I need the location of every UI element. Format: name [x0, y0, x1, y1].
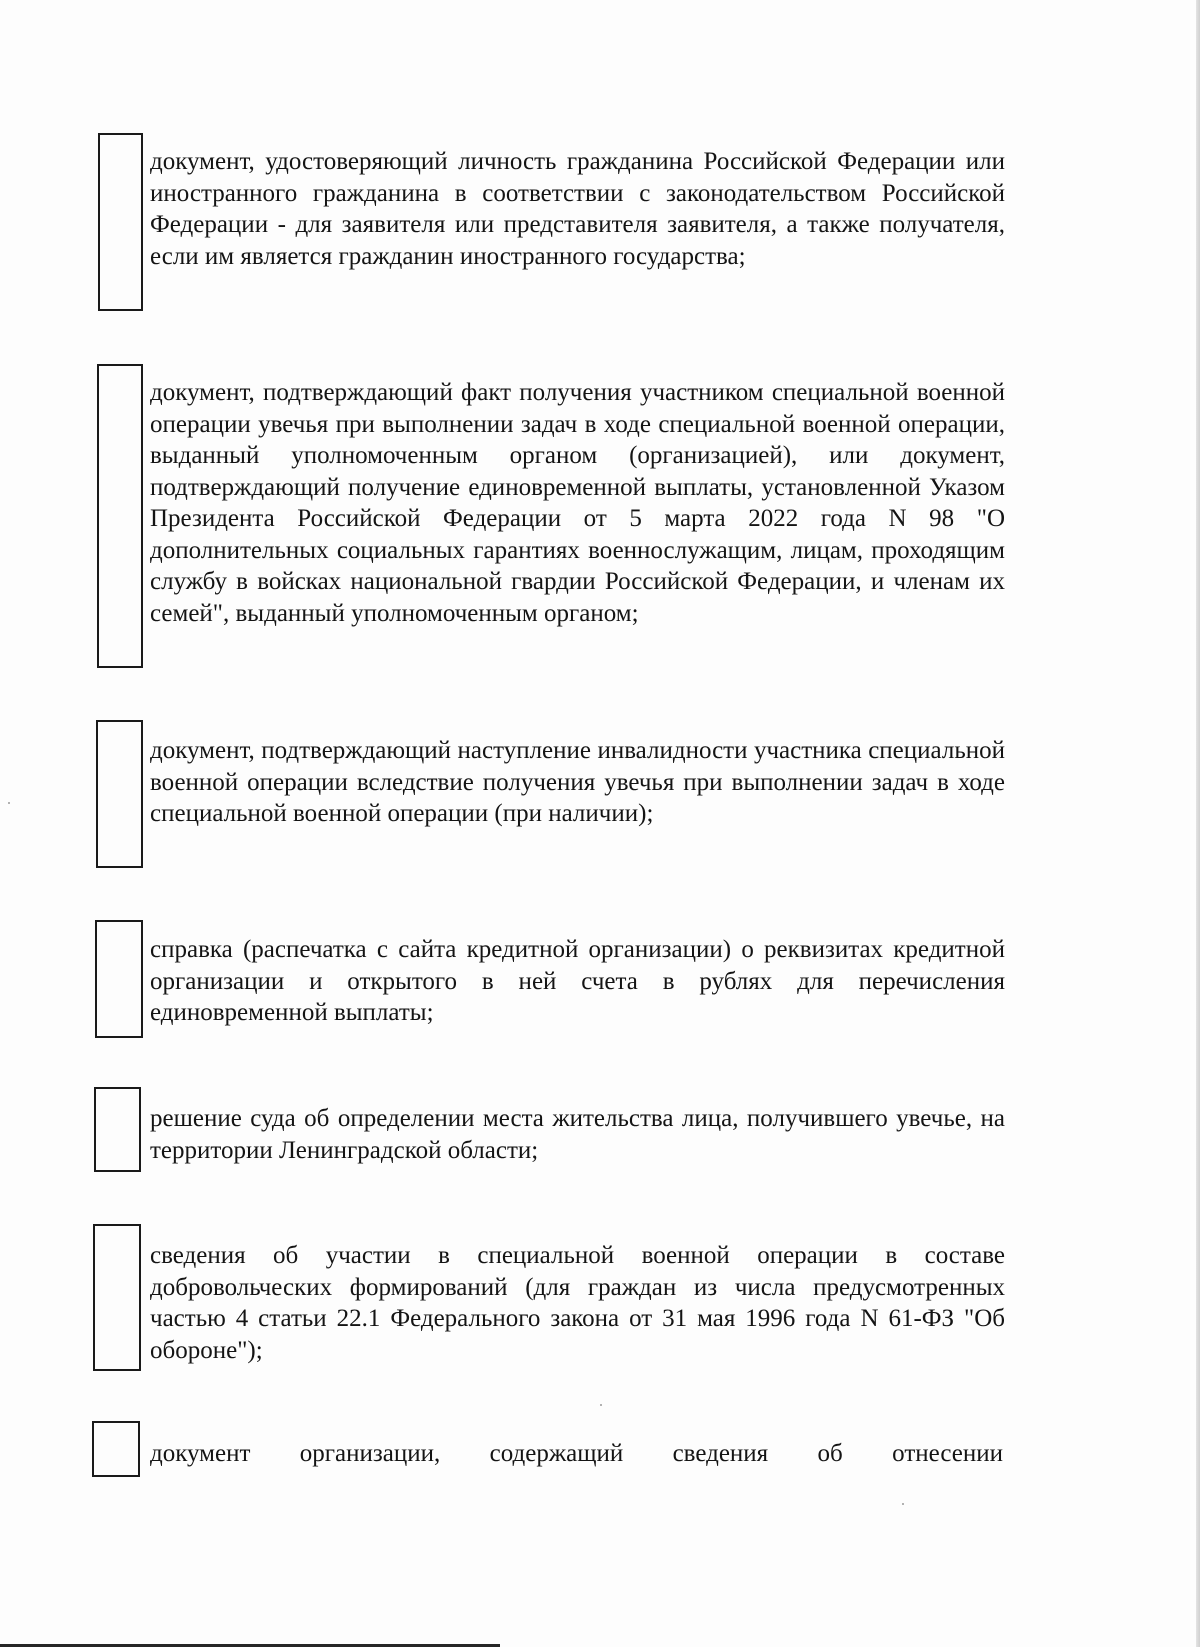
scan-speck	[8, 802, 10, 804]
item-text-identity-document: документ, удостоверяющий личность гражданина Российской Федерации или иностранного гражданина в соответствии с законодательством Российской Федерации - для заявителя или представителя заявителя, а также получателя, если им является гражданин иностранного государства;	[150, 148, 1005, 270]
item-text-bank-details: справка (распечатка с сайта кредитной организации) о реквизитах кредитной организации и открытого в ней счета в рублях для перечисления единовременной выплаты;	[150, 936, 1005, 1026]
scan-speck	[600, 1404, 602, 1406]
item-text-disability-document: документ, подтверждающий наступление инвалидности участника специальной военной операции вследствие получения увечья при выполнении задач в ходе специальной военной операции (при наличии);	[150, 737, 1005, 827]
item-text-injury-document: документ, подтверждающий факт получения участником специальной военной операции увечья при выполнении задач в ходе специальной военной операции, выданный уполномоченным органом (организацией), или документ, подтверждающий получение единовременной выплаты, установленной Указом Президента Российской Федерации от 5 марта 2022 года N 98 "О дополнительных социальных гарантиях военнослужащим, лицам, проходящим службу в войсках национальной гвардии Российской Федерации, и членам их семей", выданный уполномоченным органом;	[150, 379, 1005, 627]
item-text-organization-document: документ организации, содержащий сведения об отнесении	[150, 1440, 1003, 1467]
checkbox-disability-document[interactable]	[96, 720, 143, 868]
scan-speck	[902, 1503, 904, 1505]
item-text-court-decision: решение суда об определении места жительства лица, получившего увечье, на территории Ленинградской области;	[150, 1105, 1005, 1164]
checkbox-volunteer-participation[interactable]	[93, 1224, 141, 1371]
checkbox-organization-document[interactable]	[92, 1421, 140, 1477]
item-text-volunteer-participation: сведения об участии в специальной военной операции в составе добровольческих формирований (для граждан из числа предусмотренных частью 4 статьи 22.1 Федерального закона от 31 мая 1996 года N 61-ФЗ "Об обороне");	[150, 1242, 1005, 1364]
checkbox-injury-document[interactable]	[97, 364, 143, 668]
checkbox-bank-details[interactable]	[95, 920, 143, 1038]
checkbox-identity-document[interactable]	[98, 133, 143, 311]
checkbox-court-decision[interactable]	[94, 1087, 141, 1172]
scan-edge-right	[1196, 0, 1200, 1647]
